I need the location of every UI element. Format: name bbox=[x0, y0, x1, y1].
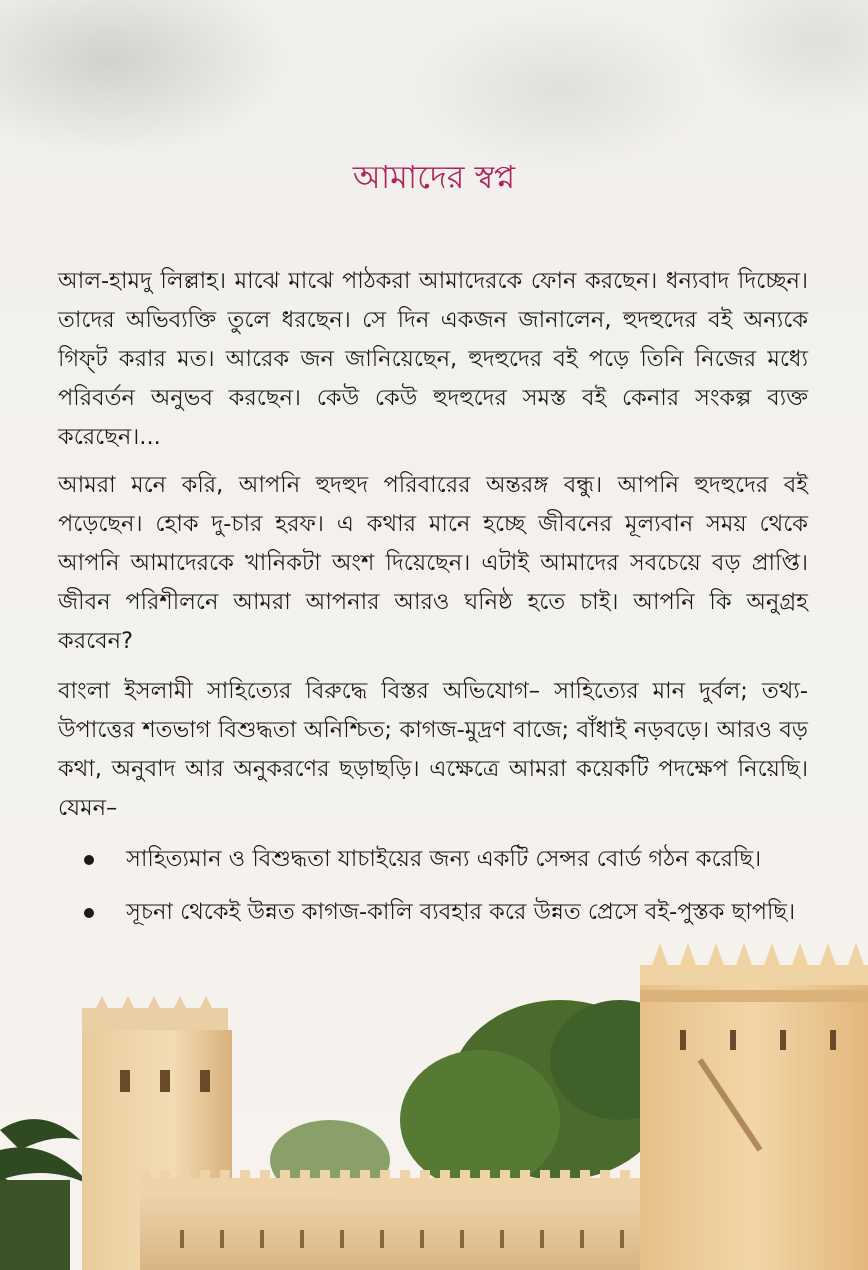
palm-tree-left bbox=[0, 1119, 90, 1270]
bullet-text: সাহিত্যমান ও বিশুদ্ধতা যাচাইয়ের জন্য একটি সেন্সর বোর্ড গঠন করেছি। bbox=[126, 846, 762, 872]
list-item bbox=[58, 893, 808, 932]
fort-wall bbox=[140, 1170, 800, 1270]
bullet-list bbox=[58, 840, 808, 946]
bullet-text: সূচনা থেকেই উন্নত কাগজ-কালি ব্যবহার করে উন্নত প্রেসে বই-পুস্তক ছাপছি। bbox=[126, 899, 796, 925]
bullet-icon bbox=[84, 908, 94, 918]
paragraph-3: বাংলা ইসলামী সাহিত্যের বিরুদ্ধে বিস্তর অভিযোগ– সাহিত্যের মান দুর্বল; তথ্য-উপাত্তের শতভাগ বিশুদ্ধতা অনিশ্চিত; কাগজ-মুদ্রণ বাজে; বাঁধাই নড়বড়ে। আরও বড় কথা, অনুবাদ আর অনুকরণের ছড়াছড়ি। এক্ষেত্রে আমরা কয়েকটি পদক্ষেপ নিয়েছি। যেমন– bbox=[58, 678, 808, 821]
right-tower bbox=[640, 943, 868, 1270]
paragraph-1: আল-হামদু লিল্লাহ। মাঝে মাঝে পাঠকরা আমাদেরকে ফোন করছেন। ধন্যবাদ দিচ্ছেন। তাদের অভিব্যক্তি তুলে ধরছেন। সে দিন একজন জানালেন, হুদহুদের বই অন্যকে গিফ্‌ট করার মত। আরেক জন জানিয়েছেন, হুদহুদের বই পড়ে তিনি নিজের মধ্যে পরিবর্তন অনুভব করছেন। কেউ কেউ হুদহুদের সমস্ত বই কেনার সংকল্প ব্যক্ত করেছেন।... bbox=[58, 268, 808, 450]
bullet-icon bbox=[84, 855, 94, 865]
list-item bbox=[58, 840, 808, 879]
paragraph-2: আমরা মনে করি, আপনি হুদহুদ পরিবারের অন্তরঙ্গ বন্ধু। আপনি হুদহুদের বই পড়েছেন। হোক দু-চার হরফ। এ কথার মানে হচ্ছে জীবনের মূল্যবান সময় থেকে আপনি আমাদেরকে খানিকটা অংশ দিয়েছেন। এটাই আমাদের সবচেয়ে বড় প্রাপ্তি। জীবন পরিশীলনে আমরা আপনার আরও ঘনিষ্ঠ হতে চাই। আপনি কি অনুগ্রহ করবেন? bbox=[58, 472, 808, 654]
trees-center bbox=[270, 1000, 690, 1200]
left-tower bbox=[82, 996, 232, 1270]
page-title: আমাদের স্বপ্ন bbox=[352, 158, 516, 196]
